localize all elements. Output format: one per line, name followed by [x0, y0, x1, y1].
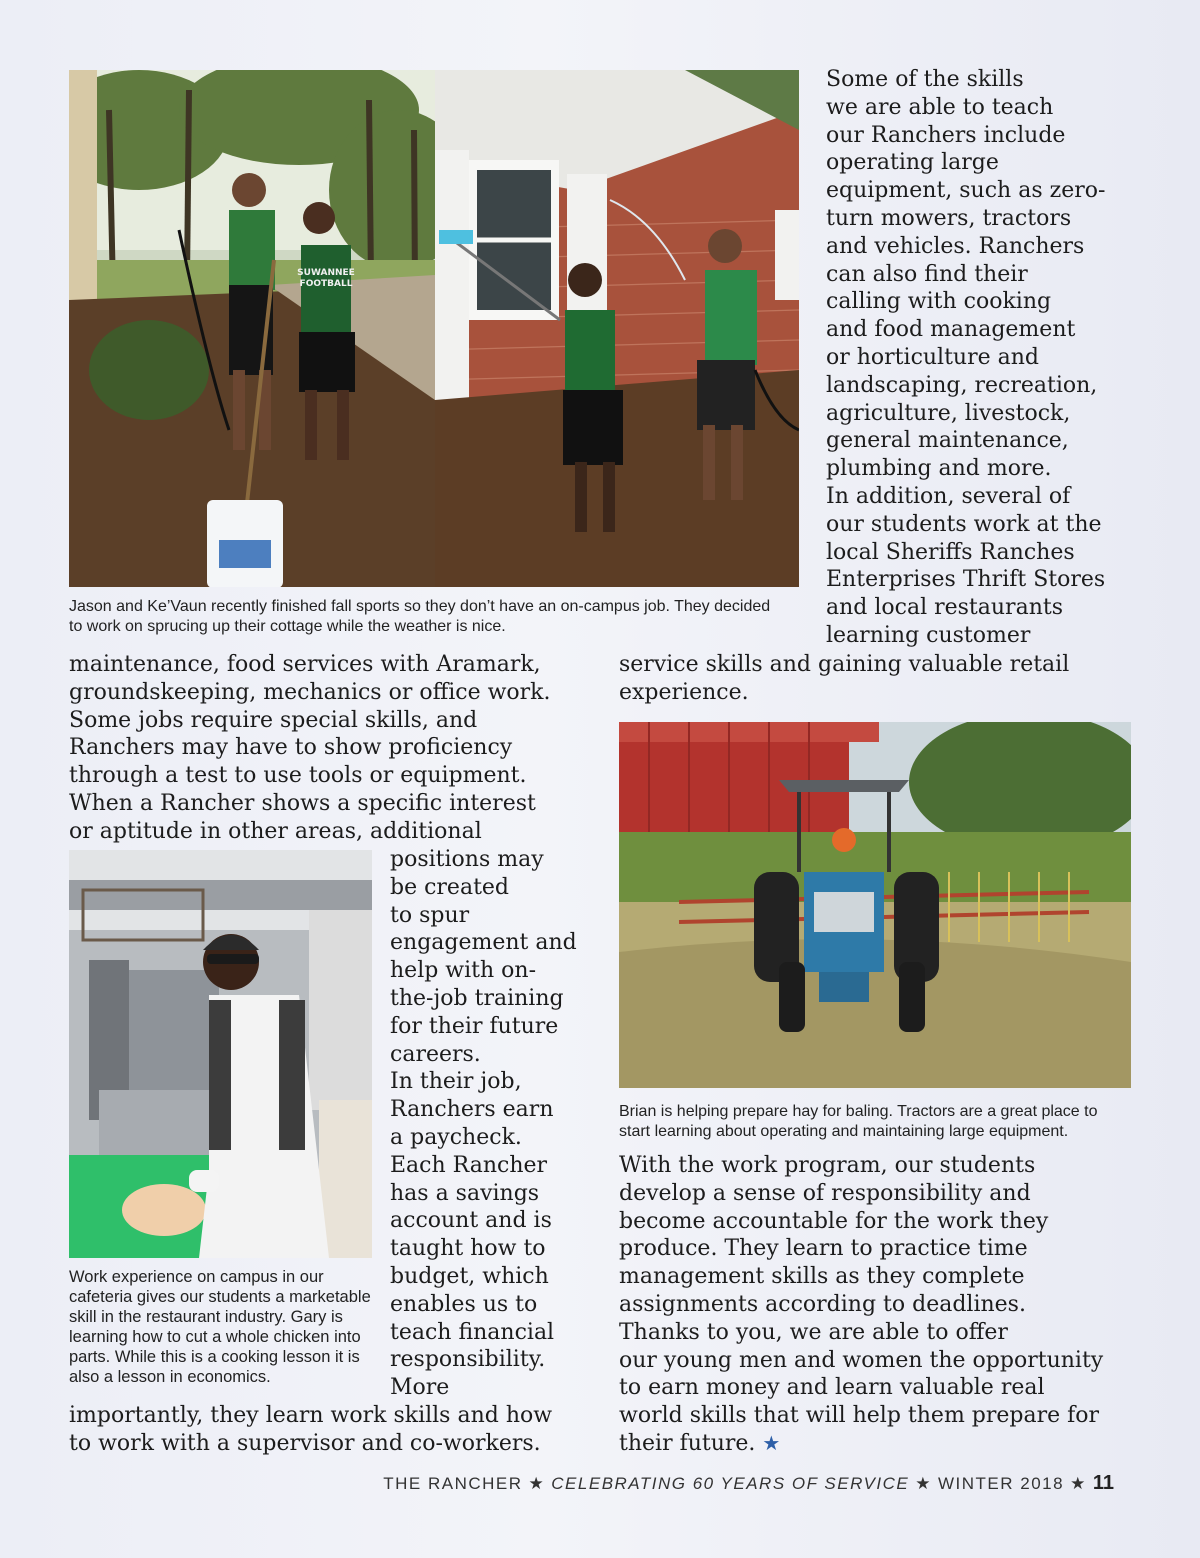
end-of-article-star-icon: ★	[762, 1430, 781, 1455]
footer-tagline: CELEBRATING 60 YEARS OF SERVICE	[551, 1474, 910, 1493]
page-number: 11	[1092, 1472, 1114, 1494]
caption-tractor-photo: Brian is helping prepare hay for baling. Tractors are a great place to start learning about operating and maintaining large equipment.	[619, 1103, 1098, 1140]
shirt-text-line1: SUWANNEE	[297, 268, 355, 278]
body-text-right-top: Some of the skills we are able to teach our Ranchers include operating large equipment, such as zero- turn mowers, tractors and vehicles. Ranchers can also find their calling with cooking and food management or horticulture and landscaping, recreation, agriculture, livestock, general maintenance, plumbing and more. In addition, several of our students work at the local Sheriffs Ranches Enterprises Thrift Stores and local restaurants learning customer	[826, 67, 1106, 648]
caption-cottage-photos: Jason and Ke’Vaun recently finished fall sports so they don’t have an on-campus job. They decided to work on sprucing up their cottage while the weather is nice.	[69, 598, 771, 635]
footer-issue: WINTER 2018	[938, 1474, 1065, 1493]
caption-kitchen-photo: Work experience on campus in our cafeteria gives our students a marketable skill in the restaurant industry. Gary is learning how to cut a whole chicken into parts. While this is a cooking lesson it is also a lesson in economics.	[69, 1268, 371, 1386]
student-in-kitchen-photo	[69, 850, 372, 1258]
footer-publication: THE RANCHER	[383, 1474, 523, 1493]
body-text-right-mid: service skills and gaining valuable retail experience.	[619, 652, 1070, 705]
footer-star-icon: ★	[528, 1474, 546, 1493]
body-text-right-bottom	[619, 1152, 1159, 1458]
two-students-with-hose-photo	[69, 70, 435, 587]
body-text-left-main: maintenance, food services with Aramark, groundskeeping, mechanics or office work. Some jobs require special skills, and Ranchers may have to show proficiency through a test to use tools or equipment. When a Rancher shows a specific interest or aptitude in other areas, additional	[69, 652, 551, 844]
body-text-right-bottom-content: With the work program, our students develop a sense of responsibility and become accountable for the work they produce. They learn to practice time management skills as they complete assignments according to deadlines. Thanks to you, we are able to offer our young men and women the opportunity to earn money and learn valuable real world skills that will help them prepare for their future.	[619, 1153, 1104, 1456]
tractor-raking-hay-photo	[619, 722, 1131, 1088]
footer-star-icon: ★	[1070, 1474, 1087, 1493]
body-text-left-bottom: importantly, they learn work skills and how to work with a supervisor and co-workers.	[69, 1403, 553, 1456]
page-footer	[383, 1472, 1114, 1495]
body-text-left-narrow: positions may be created to spur engagement and help with on- the-job training for their future careers. In their job, Ranchers earn a paycheck. Each Rancher has a savings account and is taught how to budget, which enables us to teach financial responsibility. More	[390, 847, 577, 1401]
footer-star-icon: ★	[915, 1474, 932, 1493]
shirt-text-line2: FOOTBALL	[299, 279, 353, 289]
students-washing-cottage-photo	[435, 70, 799, 587]
